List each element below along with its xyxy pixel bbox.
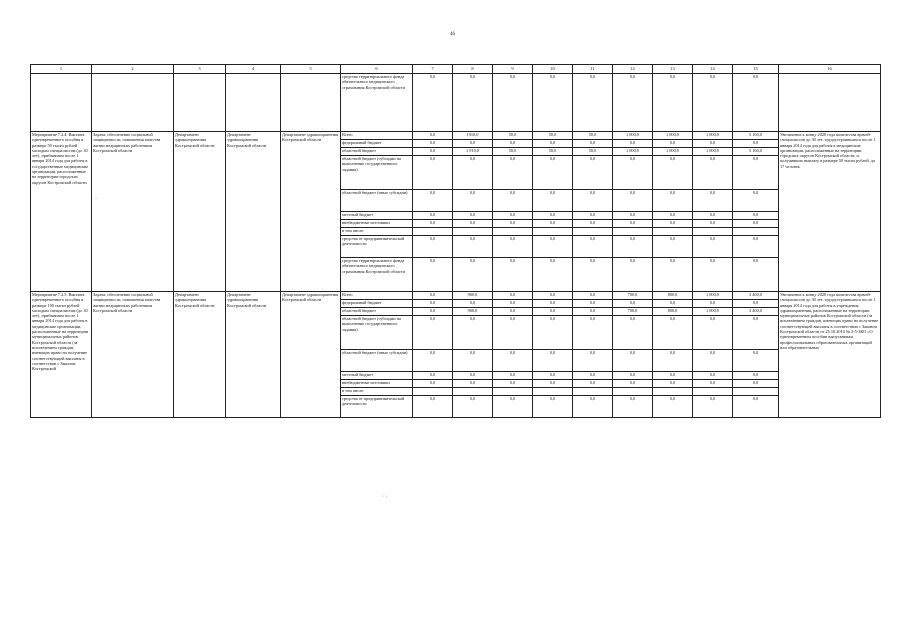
funding-source-cell: средства территориального фонда обязательного медицинского страхования Костромской области [341,74,413,132]
value-cell: 0,0 [533,220,573,228]
value-cell: 0,0 [653,350,693,372]
value-cell: 1 910,0 [453,148,493,156]
value-cell: 0,0 [493,292,533,300]
funding-source-cell: в том числе: [341,228,413,236]
column-number-header: 8 [453,65,493,74]
value-cell: 0,0 [653,258,693,292]
value-cell: 3 400,0 [733,308,779,316]
value-cell: 0,0 [693,300,733,308]
value-cell: 0,0 [733,74,779,132]
value-cell: 0,0 [693,380,733,388]
value-cell: 0,0 [413,396,453,418]
value-cell: 0,0 [613,156,653,190]
funding-source-cell: местный бюджет [341,372,413,380]
column-number-header: 7 [413,65,453,74]
value-cell: 0,0 [693,74,733,132]
value-cell: 0,0 [573,316,613,350]
value-cell: 0,0 [613,300,653,308]
value-cell: 0,0 [533,300,573,308]
value-cell: 0,0 [493,380,533,388]
value-cell: 0,0 [493,350,533,372]
value-cell: 0,0 [453,236,493,258]
table-row [31,132,881,140]
value-cell: 50,0 [493,148,533,156]
value-cell [493,228,533,236]
column-number-header: 16 [779,65,881,74]
empty-cell [31,74,92,132]
value-cell: 0,0 [453,156,493,190]
value-cell: 50,0 [493,132,533,140]
value-cell: 0,0 [533,372,573,380]
value-cell: 0,0 [613,74,653,132]
activity-col4-cell: Департамент здравоохранения Костромской области [226,132,281,292]
value-cell: 0,0 [573,212,613,220]
value-cell [493,388,533,396]
value-cell [613,228,653,236]
value-cell: 0,0 [653,74,693,132]
value-cell: 1 000,0 [693,292,733,300]
value-cell: 0,0 [573,220,613,228]
value-cell: 0,0 [413,190,453,212]
funding-source-cell: Всего [341,132,413,140]
value-cell: 0,0 [693,140,733,148]
value-cell: 0,0 [733,220,779,228]
value-cell: 0,0 [613,236,653,258]
value-cell: 1 000,0 [653,148,693,156]
value-cell: 0,0 [493,140,533,148]
scan-artifact: · [95,196,97,202]
value-cell: 0,0 [693,212,733,220]
value-cell: 0,0 [533,258,573,292]
value-cell: 0,0 [573,190,613,212]
funding-source-cell: внебюджетные источники [341,380,413,388]
value-cell: 0,0 [533,292,573,300]
value-cell: 0,0 [653,140,693,148]
value-cell: 0,0 [413,132,453,140]
value-cell: 800,0 [653,292,693,300]
value-cell: 0,0 [693,220,733,228]
value-cell: 0,0 [733,372,779,380]
value-cell: 700,0 [613,292,653,300]
value-cell: 0,0 [613,140,653,148]
value-cell: 0,0 [453,380,493,388]
value-cell [693,228,733,236]
value-cell: 0,0 [493,74,533,132]
value-cell: 0,0 [413,300,453,308]
value-cell: 0,0 [573,74,613,132]
activity-col1-cell: Мероприятие 7.2.4. Выплата единовременного пособия в размере 50 тысяч рублей молодым специалистам (до 30 лет), прибывшим после 1 января 2014 года для работы в государственные медицинские организации, расположенные на территории городских округов Костромской области [31,132,92,292]
value-cell: 0,0 [653,316,693,350]
value-cell: 0,0 [653,220,693,228]
value-cell: 0,0 [613,212,653,220]
value-cell: 0,0 [493,190,533,212]
value-cell: 0,0 [493,316,533,350]
value-cell [613,388,653,396]
value-cell: 0,0 [613,220,653,228]
value-cell: 0,0 [413,316,453,350]
value-cell: 0,0 [493,258,533,292]
value-cell [733,388,779,396]
value-cell: 800,0 [653,308,693,316]
activity-col2-cell: Задача: обеспечение социальной защищенности, повышения качества жизни медицинских работников Костромской области [92,132,174,292]
value-cell [533,388,573,396]
value-cell: 0,0 [533,140,573,148]
value-cell: 0,0 [733,190,779,212]
value-cell: 0,0 [653,212,693,220]
value-cell: 0,0 [693,396,733,418]
value-cell: 0,0 [453,140,493,148]
value-cell: 0,0 [533,74,573,132]
empty-cell [779,74,881,132]
funding-source-cell: областной бюджет (субсидии на выполнение государственного задания) [341,156,413,190]
value-cell [573,228,613,236]
table-row [31,74,881,132]
value-cell: 900,0 [453,292,493,300]
value-cell: 0,0 [573,380,613,388]
column-number-header: 15 [733,65,779,74]
activity-col3-cell: Департамент здравоохранения Костромской области [174,292,226,418]
value-cell: 0,0 [413,258,453,292]
value-cell: 0,0 [493,236,533,258]
funding-source-cell: областной бюджет (иные субсидии) [341,190,413,212]
value-cell: 0,0 [493,300,533,308]
value-cell: 0,0 [413,156,453,190]
value-cell: 900,0 [453,308,493,316]
value-cell: 0,0 [573,258,613,292]
table-body [31,74,881,418]
column-number-header: 14 [693,65,733,74]
value-cell: 0,0 [693,156,733,190]
value-cell: 50,0 [573,132,613,140]
value-cell: 0,0 [493,396,533,418]
value-cell: 0,0 [493,156,533,190]
column-number-header: 3 [174,65,226,74]
value-cell: 0,0 [573,350,613,372]
funding-source-cell: областной бюджет [341,308,413,316]
value-cell: 0,0 [693,236,733,258]
funding-source-cell: средства территориального фонда обязательного медицинского страхования Костромской области [341,258,413,292]
value-cell: 0,0 [413,220,453,228]
value-cell [653,228,693,236]
value-cell: 0,0 [453,212,493,220]
value-cell: 0,0 [733,258,779,292]
value-cell: 0,0 [573,156,613,190]
value-cell: 0,0 [613,396,653,418]
value-cell: 50,0 [533,148,573,156]
program-table [30,64,881,418]
value-cell: 0,0 [613,190,653,212]
value-cell: 0,0 [733,300,779,308]
funding-source-cell: в том числе: [341,388,413,396]
funding-source-cell: Всего [341,292,413,300]
value-cell: 1 000,0 [613,148,653,156]
value-cell: 0,0 [613,350,653,372]
column-number-header: 9 [493,65,533,74]
value-cell: 5 160,0 [733,148,779,156]
value-cell: 0,0 [733,316,779,350]
activity-col4-cell: Департамент здравоохранения Костромской области [226,292,281,418]
value-cell: 0,0 [453,372,493,380]
value-cell: 0,0 [413,380,453,388]
value-cell: 0,0 [413,140,453,148]
value-cell: 0,0 [453,258,493,292]
value-cell: 1910,0 [453,132,493,140]
empty-cell [281,74,341,132]
page-number: 46 [450,32,455,37]
value-cell: 0,0 [573,292,613,300]
value-cell: 0,0 [613,380,653,388]
value-cell: 0,0 [453,220,493,228]
value-cell: 0,0 [533,308,573,316]
value-cell: 0,0 [733,212,779,220]
value-cell: 0,0 [573,236,613,258]
value-cell [413,388,453,396]
activity-col2-cell: Задача: обеспечение социальной защищенности, повышения качества жизни медицинских работников Костромской области [92,292,174,418]
column-number-header: 5 [281,65,341,74]
value-cell: 0,0 [493,212,533,220]
value-cell: 0,0 [453,316,493,350]
value-cell: 1 000,0 [613,132,653,140]
value-cell: 0,0 [493,308,533,316]
value-cell: 0,0 [533,396,573,418]
value-cell: 0,0 [573,372,613,380]
value-cell [453,228,493,236]
value-cell: 0,0 [413,148,453,156]
value-cell: 0,0 [413,236,453,258]
value-cell: 0,0 [653,300,693,308]
value-cell: 0,0 [573,140,613,148]
value-cell: 50,0 [573,148,613,156]
value-cell: 0,0 [733,140,779,148]
value-cell: 0,0 [733,156,779,190]
column-number-header: 11 [573,65,613,74]
value-cell: 0,0 [653,396,693,418]
column-number-row [31,65,881,74]
value-cell: 0,0 [693,316,733,350]
funding-source-cell: областной бюджет (субсидии на выполнение государственного задания) [341,316,413,350]
value-cell: 0,0 [453,350,493,372]
funding-source-cell: областной бюджет [341,148,413,156]
value-cell: 0,0 [693,372,733,380]
expected-result-cell: Увеличение к концу 2020 года количества врачей-специалистов до 30 лет, трудоустроившихся после 1 января 2014 года для работы в медицинские организации, расположенные на территории городских округов Костромской области, и получивших выплату в размере 50 тысяч рублей, до 17 человек [779,132,881,292]
value-cell: 0,0 [413,212,453,220]
value-cell [653,388,693,396]
funding-source-cell: внебюджетные источники [341,220,413,228]
value-cell: 0,0 [453,74,493,132]
value-cell [693,388,733,396]
value-cell: 0,0 [413,292,453,300]
empty-cell [226,74,281,132]
value-cell: 0,0 [573,308,613,316]
value-cell [413,228,453,236]
value-cell: 0,0 [533,350,573,372]
column-number-header: 2 [92,65,174,74]
funding-source-cell: средства от предпринимательской деятельности [341,236,413,258]
value-cell: 0,0 [453,396,493,418]
value-cell: 1 000,0 [693,148,733,156]
value-cell: 0,0 [453,300,493,308]
scan-artifact: · · [382,494,388,500]
table-row [31,292,881,300]
value-cell: 0,0 [533,236,573,258]
value-cell: 1 000,0 [693,308,733,316]
column-number-header: 1 [31,65,92,74]
empty-cell [92,74,174,132]
value-cell: 0,0 [533,212,573,220]
value-cell: 3 400,0 [733,292,779,300]
value-cell: 0,0 [573,396,613,418]
value-cell: 0,0 [453,190,493,212]
value-cell: 0,0 [613,258,653,292]
value-cell: 0,0 [413,372,453,380]
value-cell: 0,0 [533,190,573,212]
activity-col3-cell: Департамент здравоохранения Костромской области [174,132,226,292]
value-cell: 0,0 [653,236,693,258]
value-cell [733,228,779,236]
column-number-header: 4 [226,65,281,74]
value-cell: 0,0 [533,380,573,388]
value-cell: 700,0 [613,308,653,316]
column-number-header: 13 [653,65,693,74]
value-cell: 0,0 [653,190,693,212]
value-cell [533,228,573,236]
funding-source-cell: местный бюджет [341,212,413,220]
column-number-header: 6 [341,65,413,74]
funding-source-cell: областной бюджет (иные субсидии) [341,350,413,372]
value-cell: 0,0 [733,380,779,388]
expected-result-cell: Увеличение к концу 2020 года количества врачей-специалистов до 30 лет, трудоустроившихся после 1 января 2014 года для работы в учреждения здравоохранения, расположенные на территории муниципальных районов Костромской области (за исключением граждан, имеющих право на получение соответствующей выплаты в соответствии с Законом Костромской области от 25.10.2010 № 2-5-ЗКО «О единовременном пособии выпускникам профессиональных образовательных организаций или образовательных [779,292,881,418]
value-cell: 0,0 [533,156,573,190]
value-cell: 0,0 [733,236,779,258]
value-cell: 0,0 [413,308,453,316]
activity-col1-cell: Мероприятие 7.2.5. Выплата единовременного пособия в размере 100 тысяч рублей молодым специалистам (до 30 лет), прибывшим после 1 января 2014 года для работы в медицинские организации, расположенные на территории муниципальных районов Костромской области (за исключением граждан, имеющих право на получение соответствующей выплаты в соответствии с Законом Костромской [31,292,92,418]
column-number-header: 10 [533,65,573,74]
value-cell: 5 160,0 [733,132,779,140]
value-cell: 0,0 [573,300,613,308]
value-cell: 0,0 [413,74,453,132]
value-cell: 0,0 [733,350,779,372]
value-cell: 0,0 [493,372,533,380]
value-cell: 0,0 [493,220,533,228]
value-cell: 0,0 [693,190,733,212]
funding-source-cell: средства от предпринимательской деятельности [341,396,413,418]
value-cell [573,388,613,396]
value-cell: 0,0 [653,156,693,190]
funding-source-cell: федеральный бюджет [341,140,413,148]
value-cell [453,388,493,396]
value-cell: 0,0 [533,316,573,350]
value-cell: 1 000,0 [653,132,693,140]
value-cell: 1 000,0 [693,132,733,140]
value-cell: 0,0 [613,316,653,350]
value-cell: 0,0 [693,258,733,292]
funding-source-cell: федеральный бюджет [341,300,413,308]
activity-col5-cell: Департамент здравоохранения Костромской области [281,132,341,292]
activity-col5-cell: Департамент здравоохранения Костромской области [281,292,341,418]
empty-cell [174,74,226,132]
column-number-header: 12 [613,65,653,74]
value-cell: 0,0 [613,372,653,380]
value-cell: 0,0 [413,350,453,372]
value-cell: 50,0 [533,132,573,140]
value-cell: 0,0 [653,380,693,388]
value-cell: 0,0 [693,350,733,372]
value-cell: 0,0 [733,396,779,418]
value-cell: 0,0 [653,372,693,380]
